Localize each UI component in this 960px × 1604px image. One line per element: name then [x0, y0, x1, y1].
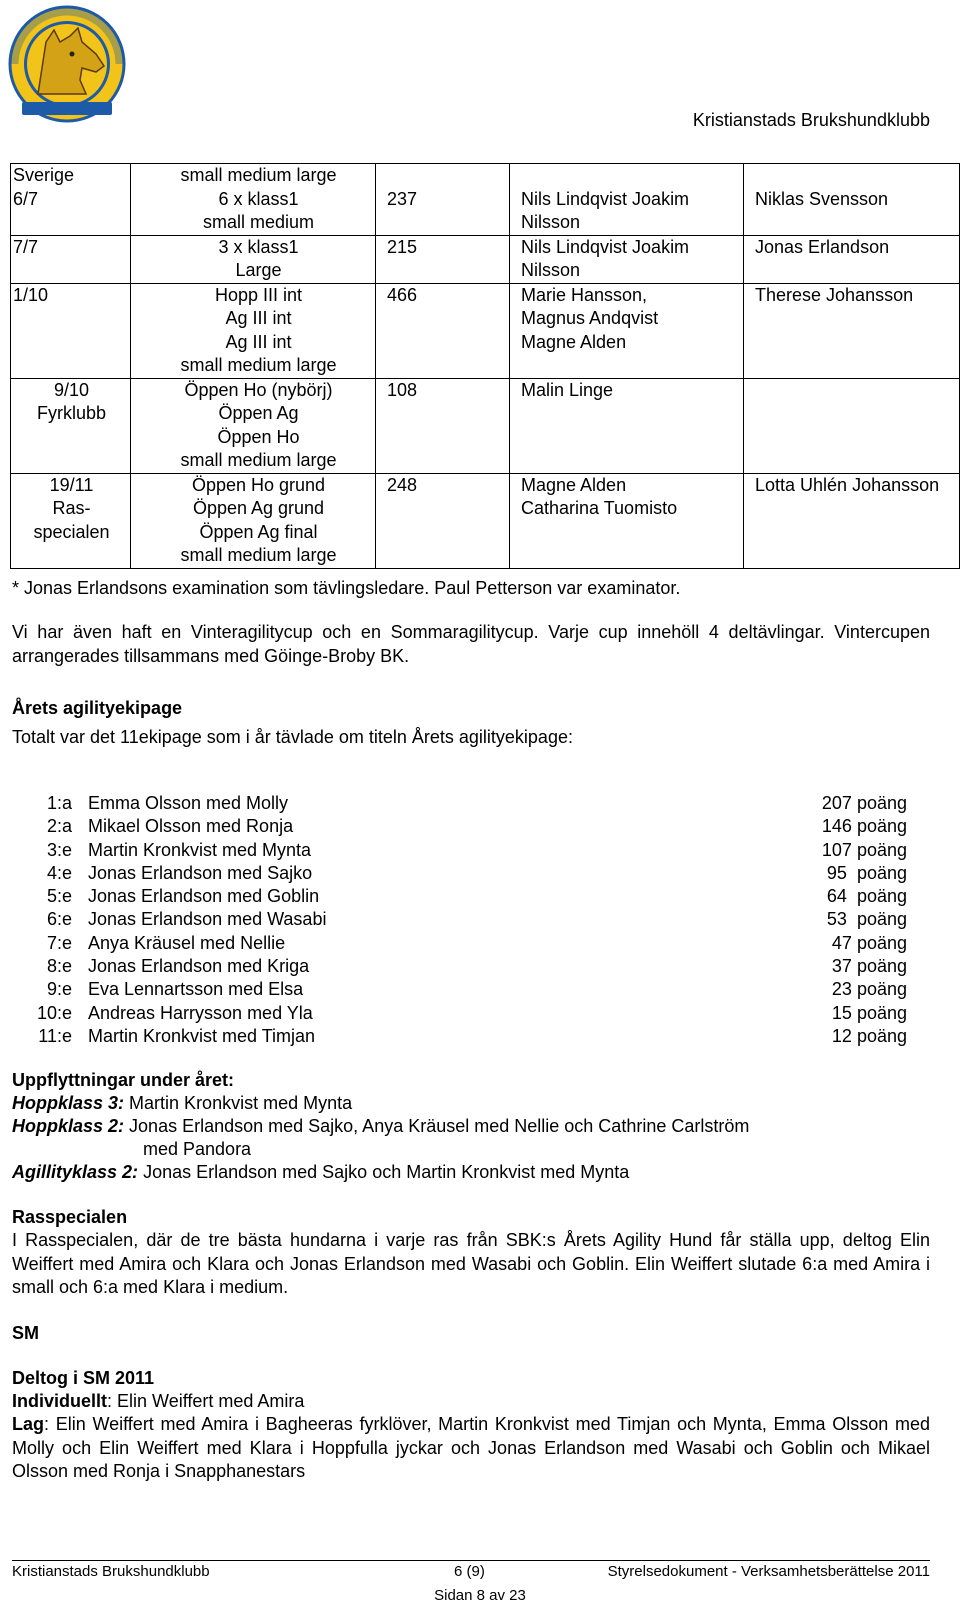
results-cell-c2	[131, 378, 376, 473]
ranking-name: Emma Olsson med Molly	[88, 793, 289, 813]
ranking-place: 1:a	[46, 793, 72, 813]
results-cell-line: Magnus Andqvist	[521, 308, 659, 328]
ranking-points: 23 poäng	[831, 979, 907, 1000]
results-cell-line: small medium large	[180, 355, 337, 375]
results-cell-c1	[11, 235, 131, 283]
arets-intro: Totalt var det 11ekipage som i år tävlade om titeln Årets agilityekipage:	[12, 727, 573, 747]
uppflyttningar-heading: Uppflyttningar under året:	[12, 1070, 235, 1090]
results-cell-line: 108	[387, 379, 418, 400]
results-cell-line: Öppen Ho grund	[191, 474, 326, 495]
results-cell-c2	[131, 473, 376, 568]
results-cell-c1	[11, 283, 131, 378]
results-cell-c3	[376, 235, 510, 283]
cups-paragraph: Vi har även haft en Vinteragilitycup och en Sommaragilitycup. Varje cup innehöll 4 deltävlingar. Vintercupen arrangerades tillsammans med Göinge-Broby BK.	[12, 622, 930, 666]
results-cell-c4	[510, 473, 744, 568]
ranking-place: 9:e	[46, 979, 72, 1000]
results-cell-line: Öppen Ag grund	[192, 498, 325, 518]
results-cell-line: 248	[387, 474, 418, 495]
ranking-name: Jonas Erlandson med Wasabi	[88, 909, 327, 930]
club-logo	[8, 2, 126, 126]
results-cell-c4	[510, 235, 744, 283]
results-cell-line: 1/10	[13, 284, 49, 305]
results-cell-line: Magne Alden	[521, 331, 627, 352]
ranking-place: 11:e	[38, 1025, 72, 1046]
results-cell-line: Magne Alden	[521, 474, 627, 495]
footer-rule	[12, 1560, 930, 1561]
results-cell-c4	[510, 378, 744, 473]
ranking-table	[12, 792, 907, 1048]
ranking-row	[12, 885, 907, 908]
ranking-place: 5:e	[46, 886, 72, 907]
results-cell-line: 215	[387, 236, 418, 257]
ranking-row	[12, 908, 907, 931]
ranking-name: Eva Lennartsson med Elsa	[88, 979, 304, 1000]
results-cell-line: Large	[235, 260, 282, 280]
results-cell-line: Niklas Svensson	[755, 188, 889, 209]
results-cell-line: Ag III int	[225, 308, 292, 328]
sm-individuellt: Individuellt: Elin Weiffert med Amira	[12, 1391, 305, 1411]
header-org-name: Kristianstads Brukshundklubb	[692, 110, 930, 130]
examination-note: * Jonas Erlandsons examination som tävlingsledare. Paul Petterson var examinator.	[12, 578, 681, 598]
results-cell-c2	[131, 164, 376, 188]
results-row	[11, 473, 960, 568]
results-cell-line: Catharina Tuomisto	[521, 498, 678, 518]
hoppklass-2-cont: med Pandora	[143, 1139, 252, 1159]
ranking-points: 146 poäng	[821, 816, 907, 837]
results-cell-line	[755, 379, 959, 403]
results-row	[11, 235, 960, 283]
results-cell-c3	[376, 283, 510, 378]
sm-deltog: Deltog i SM 2011	[12, 1368, 155, 1388]
hoppklass-3-line: Hoppklass 3: Martin Kronkvist med Mynta	[12, 1093, 353, 1113]
results-cell-c3	[376, 378, 510, 473]
results-cell-line: Öppen Ho	[217, 426, 300, 447]
results-cell-c5	[744, 164, 960, 188]
ranking-row	[12, 839, 907, 862]
ranking-points: 64 poäng	[826, 886, 907, 907]
results-cell-line: Öppen Ag	[218, 403, 299, 423]
results-cell-line: Hopp III int	[214, 284, 303, 305]
sm-lag: Lag: Elin Weiffert med Amira i Bagheeras fyrklöver, Martin Kronkvist med Timjan och Mynta, Emma Olsson med Molly och Elin Weiffert med Klara i Hoppfulla jyckar och Jonas Erlandson med Wasabi och Goblin och Mikael Olsson med Ronja i Snapphanestars	[12, 1414, 930, 1481]
ranking-place: 10:e	[36, 1002, 72, 1023]
ranking-place: 7:e	[46, 932, 72, 953]
results-cell-c1	[11, 473, 131, 568]
results-cell-line: Fyrklubb	[36, 403, 107, 423]
ranking-row	[12, 932, 907, 955]
results-cell-line: small medium	[202, 212, 315, 232]
results-cell-c5	[744, 283, 960, 378]
results-cell-line: Marie Hansson,	[521, 284, 648, 305]
results-cell-line: 6/7	[13, 188, 39, 209]
ranking-name: Jonas Erlandson med Kriga	[88, 956, 310, 977]
ranking-name: Andreas Harrysson med Yla	[88, 1002, 313, 1023]
results-cell-c1	[11, 378, 131, 473]
results-cell-line: Öppen Ag final	[199, 521, 318, 542]
results-cell-line: Nils Lindqvist Joakim	[521, 188, 690, 209]
results-cell-line: 237	[387, 188, 418, 209]
results-row	[11, 283, 960, 378]
footer-sida: Sidan 8 av 23	[434, 1587, 526, 1604]
ranking-points: 107 poäng	[821, 839, 907, 860]
ranking-name: Anya Kräusel med Nellie	[88, 932, 286, 953]
results-row	[11, 164, 960, 188]
ranking-row	[12, 955, 907, 978]
ranking-points: 15 poäng	[831, 1002, 907, 1023]
ranking-place: 4:e	[46, 862, 72, 883]
ranking-points: 47 poäng	[831, 932, 907, 953]
results-cell-line: Öppen Ho (nybörj)	[184, 379, 333, 400]
results-cell-line: 19/11	[49, 474, 94, 495]
agilityklass-2-line: Agillityklass 2: Jonas Erlandson med Sajko och Martin Kronkvist med Mynta	[12, 1162, 630, 1182]
results-cell-line: 3 x klass1	[218, 236, 299, 257]
ranking-place: 2:a	[46, 816, 72, 837]
footer-right: Styrelsedokument - Verksamhetsberättelse 2011	[607, 1563, 930, 1580]
ranking-points: 37 poäng	[831, 956, 907, 977]
results-cell-line	[521, 164, 743, 188]
hoppklass-2-line: Hoppklass 2: Jonas Erlandson med Sajko, Anya Kräusel med Nellie och Cathrine Carlström	[12, 1116, 750, 1136]
ranking-row	[12, 1002, 907, 1025]
ranking-points: 207 poäng	[821, 793, 907, 813]
results-cell-c4	[510, 164, 744, 188]
ranking-name: Jonas Erlandson med Sajko	[88, 862, 313, 883]
results-cell-line: Ag III int	[225, 331, 292, 352]
ranking-place: 3:e	[46, 839, 72, 860]
ranking-name: Jonas Erlandson med Goblin	[88, 886, 320, 907]
results-cell-c3	[376, 473, 510, 568]
ranking-name: Mikael Olsson med Ronja	[88, 816, 294, 837]
ranking-row	[12, 862, 907, 885]
ranking-row	[12, 815, 907, 838]
results-cell-line: 6 x klass1	[218, 188, 299, 209]
footer-page: 6 (9)	[454, 1563, 485, 1580]
ranking-name: Martin Kronkvist med Timjan	[88, 1025, 316, 1046]
results-cell-line: Therese Johansson	[755, 284, 914, 305]
results-cell-c2	[131, 235, 376, 283]
results-cell-line: Nilsson	[521, 260, 581, 280]
results-row	[11, 188, 960, 236]
ranking-place: 8:e	[46, 956, 72, 977]
results-cell-line	[387, 164, 509, 188]
results-cell-line: Nils Lindqvist Joakim	[521, 236, 690, 257]
results-cell-line: 7/7	[13, 236, 39, 257]
ranking-points: 12 poäng	[831, 1025, 907, 1046]
ranking-row	[12, 1025, 907, 1048]
results-cell-c4	[510, 188, 744, 236]
ranking-row	[12, 978, 907, 1001]
results-cell-c1	[11, 188, 131, 236]
ranking-row	[12, 792, 907, 815]
ranking-points: 53 poäng	[826, 909, 907, 930]
results-cell-line	[755, 164, 959, 188]
results-row	[11, 378, 960, 473]
results-cell-c5	[744, 188, 960, 236]
results-cell-line: Ras-	[52, 498, 91, 518]
results-cell-line: Lotta Uhlén Johansson	[755, 474, 940, 495]
results-cell-line: Jonas Erlandson	[755, 236, 890, 257]
results-cell-c5	[744, 378, 960, 473]
results-cell-c1	[11, 164, 131, 188]
results-cell-line: 9/10	[53, 379, 90, 400]
rasspecialen-text: I Rasspecialen, där de tre bästa hundarna i varje ras från SBK:s Årets Agility Hund får ställa upp, deltog Elin Weiffert med Amira och Klara och Jonas Erlandson med Wasabi och Goblin. Elin Weiffert slutade 6:a med Amira i small och 6:a med Klara i medium.	[12, 1230, 930, 1297]
results-cell-line: small medium large	[180, 545, 337, 565]
ranking-place: 6:e	[46, 909, 72, 930]
results-cell-line: Sverige	[13, 165, 75, 185]
results-cell-c5	[744, 235, 960, 283]
footer-left: Kristianstads Brukshundklubb	[12, 1563, 210, 1580]
results-cell-line: Nilsson	[521, 212, 581, 232]
sm-heading: SM	[12, 1323, 39, 1343]
rasspecialen-heading: Rasspecialen	[12, 1207, 128, 1227]
results-cell-c5	[744, 473, 960, 568]
results-cell-line: small medium large	[180, 165, 337, 185]
results-cell-line: small medium large	[180, 450, 337, 470]
results-cell-c4	[510, 283, 744, 378]
arets-heading: Årets agilityekipage	[12, 698, 183, 718]
results-cell-c2	[131, 188, 376, 236]
ranking-name: Martin Kronkvist med Mynta	[88, 839, 312, 860]
results-cell-line: 466	[387, 284, 418, 305]
results-cell-line: specialen	[33, 521, 110, 542]
results-cell-c2	[131, 283, 376, 378]
competition-results-table	[10, 163, 960, 569]
results-cell-c3	[376, 164, 510, 188]
results-cell-line: Malin Linge	[521, 379, 614, 400]
ranking-points: 95 poäng	[826, 862, 907, 883]
results-cell-c3	[376, 188, 510, 236]
